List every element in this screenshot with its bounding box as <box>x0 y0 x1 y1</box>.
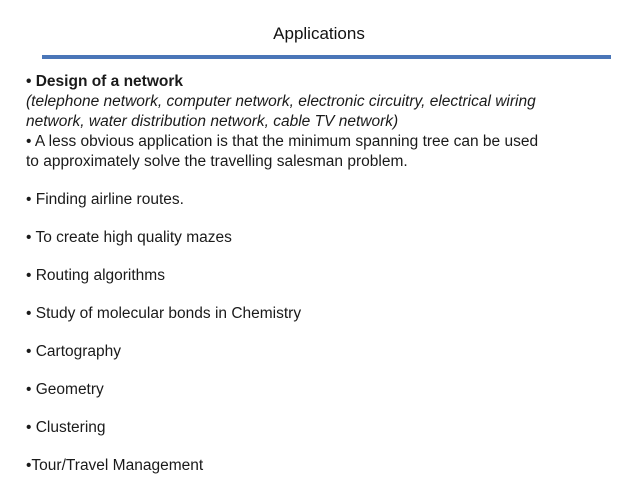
bullet-design-heading: • Design of a network <box>26 73 184 90</box>
bullet-tsp-line-2: to approximately solve the travelling salesman problem. <box>26 153 408 170</box>
slide-title: Applications <box>273 24 365 43</box>
spacer <box>26 400 626 418</box>
bullet-molecular-bonds: • Study of molecular bonds in Chemistry <box>26 305 302 322</box>
spacer <box>26 362 626 380</box>
spacer <box>26 286 626 304</box>
spacer <box>26 438 626 456</box>
bullet-geometry: • Geometry <box>26 381 104 398</box>
design-note-line-1: (telephone network, computer network, electronic circuitry, electrical wiring <box>26 93 536 110</box>
bullet-routing-algorithms: • Routing algorithms <box>26 267 165 284</box>
bullet-mazes: • To create high quality mazes <box>26 229 232 246</box>
bullet-tsp-line-1: • A less obvious application is that the minimum spanning tree can be used <box>26 133 539 150</box>
bullet-tour-travel: •Tour/Travel Management <box>26 457 204 474</box>
spacer <box>26 324 626 342</box>
spacer <box>26 172 626 190</box>
bullet-clustering: • Clustering <box>26 419 106 436</box>
bullet-cartography: • Cartography <box>26 343 122 360</box>
slide-content <box>26 72 626 476</box>
bullet-airline-routes: • Finding airline routes. <box>26 191 184 208</box>
spacer <box>26 248 626 266</box>
spacer <box>26 210 626 228</box>
design-note-line-2: network, water distribution network, cable TV network) <box>26 113 399 130</box>
title-underline <box>42 55 611 59</box>
